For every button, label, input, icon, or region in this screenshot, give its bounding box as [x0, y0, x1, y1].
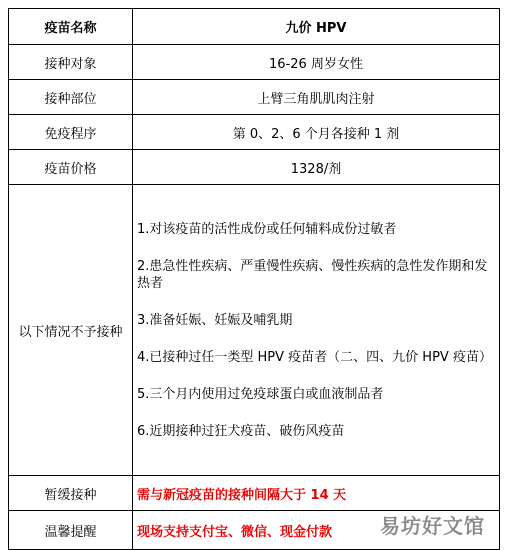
list-item: 3.准备妊娠、妊娠及哺乳期 [137, 312, 293, 328]
list-item: 5.三个月内使用过免疫球蛋白或血液制品者 [137, 386, 384, 402]
row-value: 1328/剂 [133, 150, 500, 185]
row-label: 疫苗名称 [9, 9, 133, 45]
row-label: 温馨提醒 [9, 511, 133, 550]
table-row [9, 45, 500, 80]
row-label: 以下情况不予接种 [9, 185, 133, 476]
row-value: 九价 HPV [133, 9, 500, 45]
row-label: 疫苗价格 [9, 150, 133, 185]
table-row [9, 115, 500, 150]
table-row [9, 80, 500, 115]
row-label: 接种对象 [9, 45, 133, 80]
table-row [9, 9, 500, 45]
list-item: 2.患急性性疾病、严重慢性疾病、慢性疾病的急性发作期和发热者 [137, 258, 488, 291]
row-value-highlight: 需与新冠疫苗的接种间隔大于 14 天 [133, 476, 500, 511]
row-value: 上臂三角肌肌肉注射 [133, 80, 500, 115]
row-label: 免疫程序 [9, 115, 133, 150]
list-item: 4.已接种过任一类型 HPV 疫苗者（二、四、九价 HPV 疫苗） [137, 349, 492, 365]
table-row [9, 476, 500, 511]
list-item: 1.对该疫苗的活性成份或任何辅料成份过敏者 [137, 221, 397, 237]
watermark: 易坊好文馆 [380, 514, 485, 538]
list-item: 6.近期接种过狂犬疫苗、破伤风疫苗 [137, 423, 345, 439]
row-value-highlight: 现场支持支付宝、微信、现金付款 [133, 511, 500, 550]
vaccine-info-table [8, 8, 500, 550]
table-row [9, 150, 500, 185]
table-row [9, 185, 500, 476]
row-label: 接种部位 [9, 80, 133, 115]
row-value: 第 0、2、6 个月各接种 1 剂 [133, 115, 500, 150]
contraindication-list [133, 185, 500, 476]
row-label: 暂缓接种 [9, 476, 133, 511]
row-value: 16-26 周岁女性 [133, 45, 500, 80]
